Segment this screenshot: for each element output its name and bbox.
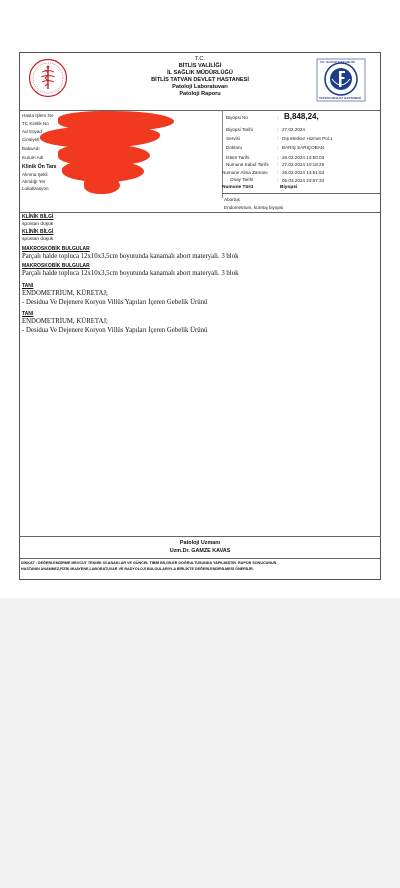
value-numune-kabul-tarihi: 27.02.2024 10:18:29 <box>282 162 325 167</box>
value-doktoru: BARIŞ SARIÇOBAN <box>282 145 325 150</box>
colon: : <box>277 170 279 175</box>
section-clinical-info-title: KLİNİK BİLGİ <box>22 214 54 220</box>
label-lokalizasyon: Lokalizasyon <box>22 186 49 191</box>
notice-line-2: HASTANIN ANAMNEZ,FİZİK MUAYENE,LABORATUVAR VE RADYOLOJİ BULGULARIYLA BİRLİKTE DEĞERLENDİRİLMESİ ÖNERİLİR. <box>21 567 254 571</box>
value-biyopsi-tarihi: 27.02.2024 <box>282 127 305 132</box>
header-lab: Patoloji Laboratuvarı <box>172 84 228 90</box>
redaction-mark <box>84 176 120 194</box>
section-macro-title-2: MAKROSKOBİK BULGULAR <box>22 263 90 269</box>
macro-text: Parçalı halde topluca 12x10x3,5cm boyutunda kanamalı abort materyali. 3 blok <box>22 253 239 260</box>
diagnosis-line-2-repeat: - Desidua Ve Dejenere Koryon Villüs Yapıları İçeren Gebelik Ürünü <box>22 327 208 334</box>
label-servisi: Servisi <box>226 136 240 141</box>
label-onay-tarihi: Onay Tarihi <box>230 177 254 182</box>
value-istem-tarihi: 26.02.2024 13:50:03 <box>282 155 325 160</box>
divider-content <box>19 212 381 213</box>
hospital-logo-bottom-text: TATVAN DEVLET HASTANESİ <box>319 96 362 100</box>
divider-notice <box>19 558 381 559</box>
colon: : <box>277 145 279 150</box>
header-hospital: BİTLİS TATVAN DEVLET HASTANESİ <box>151 77 249 83</box>
macro-text-2: Parçalı halde topluca 12x10x3,5cm boyutunda kanamalı abort materyali. 3 blok <box>22 270 239 277</box>
colon: : <box>277 136 279 141</box>
colon: : <box>277 162 279 167</box>
label-tc-kimlik-no: TC Kimlik No <box>22 121 49 126</box>
specialist-title: Patoloji Uzmanı <box>179 540 221 546</box>
value-servisi: Dış Merkez Hizmet Pol.1 <box>282 136 333 141</box>
section-clinical-info-title-2: KLİNİK BİLGİ <box>22 229 54 235</box>
label-kurum-adi: Kurum Adı <box>22 155 44 160</box>
diagnosis-line-1-repeat: ENDOMETRİUM, KÜRETAJ; <box>22 318 108 325</box>
section-diagnosis-title-2: TANI <box>22 311 34 317</box>
colon: : <box>277 178 279 183</box>
colon: : <box>277 155 279 160</box>
hospital-logo-ring-text: T.C. SAĞLIK BAKANLIĞI <box>320 60 355 64</box>
header-report-title: Patoloji Raporu <box>179 91 221 97</box>
label-biyopsi-no: Biyopsi No <box>226 115 248 120</box>
value-numune-alma-zamani: 26.02.2024 13:51:53 <box>282 170 325 175</box>
value-biyopsi-no: B,848,24, <box>284 112 319 121</box>
section-macro-title: MAKROSKOBİK BULGULAR <box>22 246 90 252</box>
label-hasta-islem-no: Hasta İşlem No <box>22 113 54 118</box>
label-numune-turu: Numune Türü <box>222 185 254 190</box>
label-klinik-on-tani: Klinik Ön Tanı <box>22 164 57 170</box>
label-alindigi-yer: Alındığı Yer <box>22 179 46 184</box>
ministry-health-logo-icon <box>28 58 68 98</box>
diagnosis-line-2: - Desidua Ve Dejenere Koryon Villüs Yapıları İçeren Gebelik Ürünü <box>22 299 208 306</box>
clinical-info-text-2: spontan düşük <box>22 237 54 242</box>
note-abortus: Abortus <box>224 197 240 202</box>
label-biyopsi-tarihi: Biyopsi Tarihi <box>226 127 253 132</box>
section-diagnosis-title: TANI <box>22 283 34 289</box>
label-istem-tarihi: İstem Tarihi <box>226 155 250 160</box>
label-baba-adi: BabaAdı <box>22 146 40 151</box>
label-cinsiyeti: Cinsiyeti <box>22 137 40 142</box>
value-onay-tarihi: 05.03.2024 23:57:34 <box>282 178 325 183</box>
notice-line-1: DİKKAT : DEĞERLENDİRME MEVCUT TEKNİK OLANAKLAR VE GÜNCEL TIBBİ BİLGİLER DOĞRULTUSUNDA YAPILMIŞTIR. RAPOR SONUCUNUN <box>21 561 277 565</box>
divider-header <box>19 110 381 111</box>
label-alinma-sekli: Alınma Şekli <box>22 172 48 177</box>
divider-sample <box>222 193 381 194</box>
header-health-directorate: İL SAĞLIK MÜDÜRLÜĞÜ <box>167 70 233 76</box>
colon: : <box>277 115 279 120</box>
divider-footer <box>19 536 381 537</box>
header-tc: T.C. <box>195 56 205 62</box>
colon: : <box>277 127 279 132</box>
clinical-info-text: spontan düşük <box>22 222 54 227</box>
label-numune-kabul-tarihi: Numune Kabul Tarihi <box>226 162 269 167</box>
diagnosis-line-1: ENDOMETRİUM, KÜRETAJ; <box>22 290 108 297</box>
label-doktoru: Doktoru <box>226 145 243 150</box>
specialist-name: Uzm.Dr. GAMZE KAVAS <box>169 548 231 554</box>
header-governorship: BİTLİS VALİLİĞİ <box>178 63 222 69</box>
value-numune-turu: Biyopsi <box>280 185 298 190</box>
note-endometrium: Endometrium, küretaj biyopsi <box>224 205 284 210</box>
label-ad-soyad: Ad Soyad <box>22 129 42 134</box>
label-numune-alma-zamani: Numune Alma Zamanı <box>222 170 268 175</box>
